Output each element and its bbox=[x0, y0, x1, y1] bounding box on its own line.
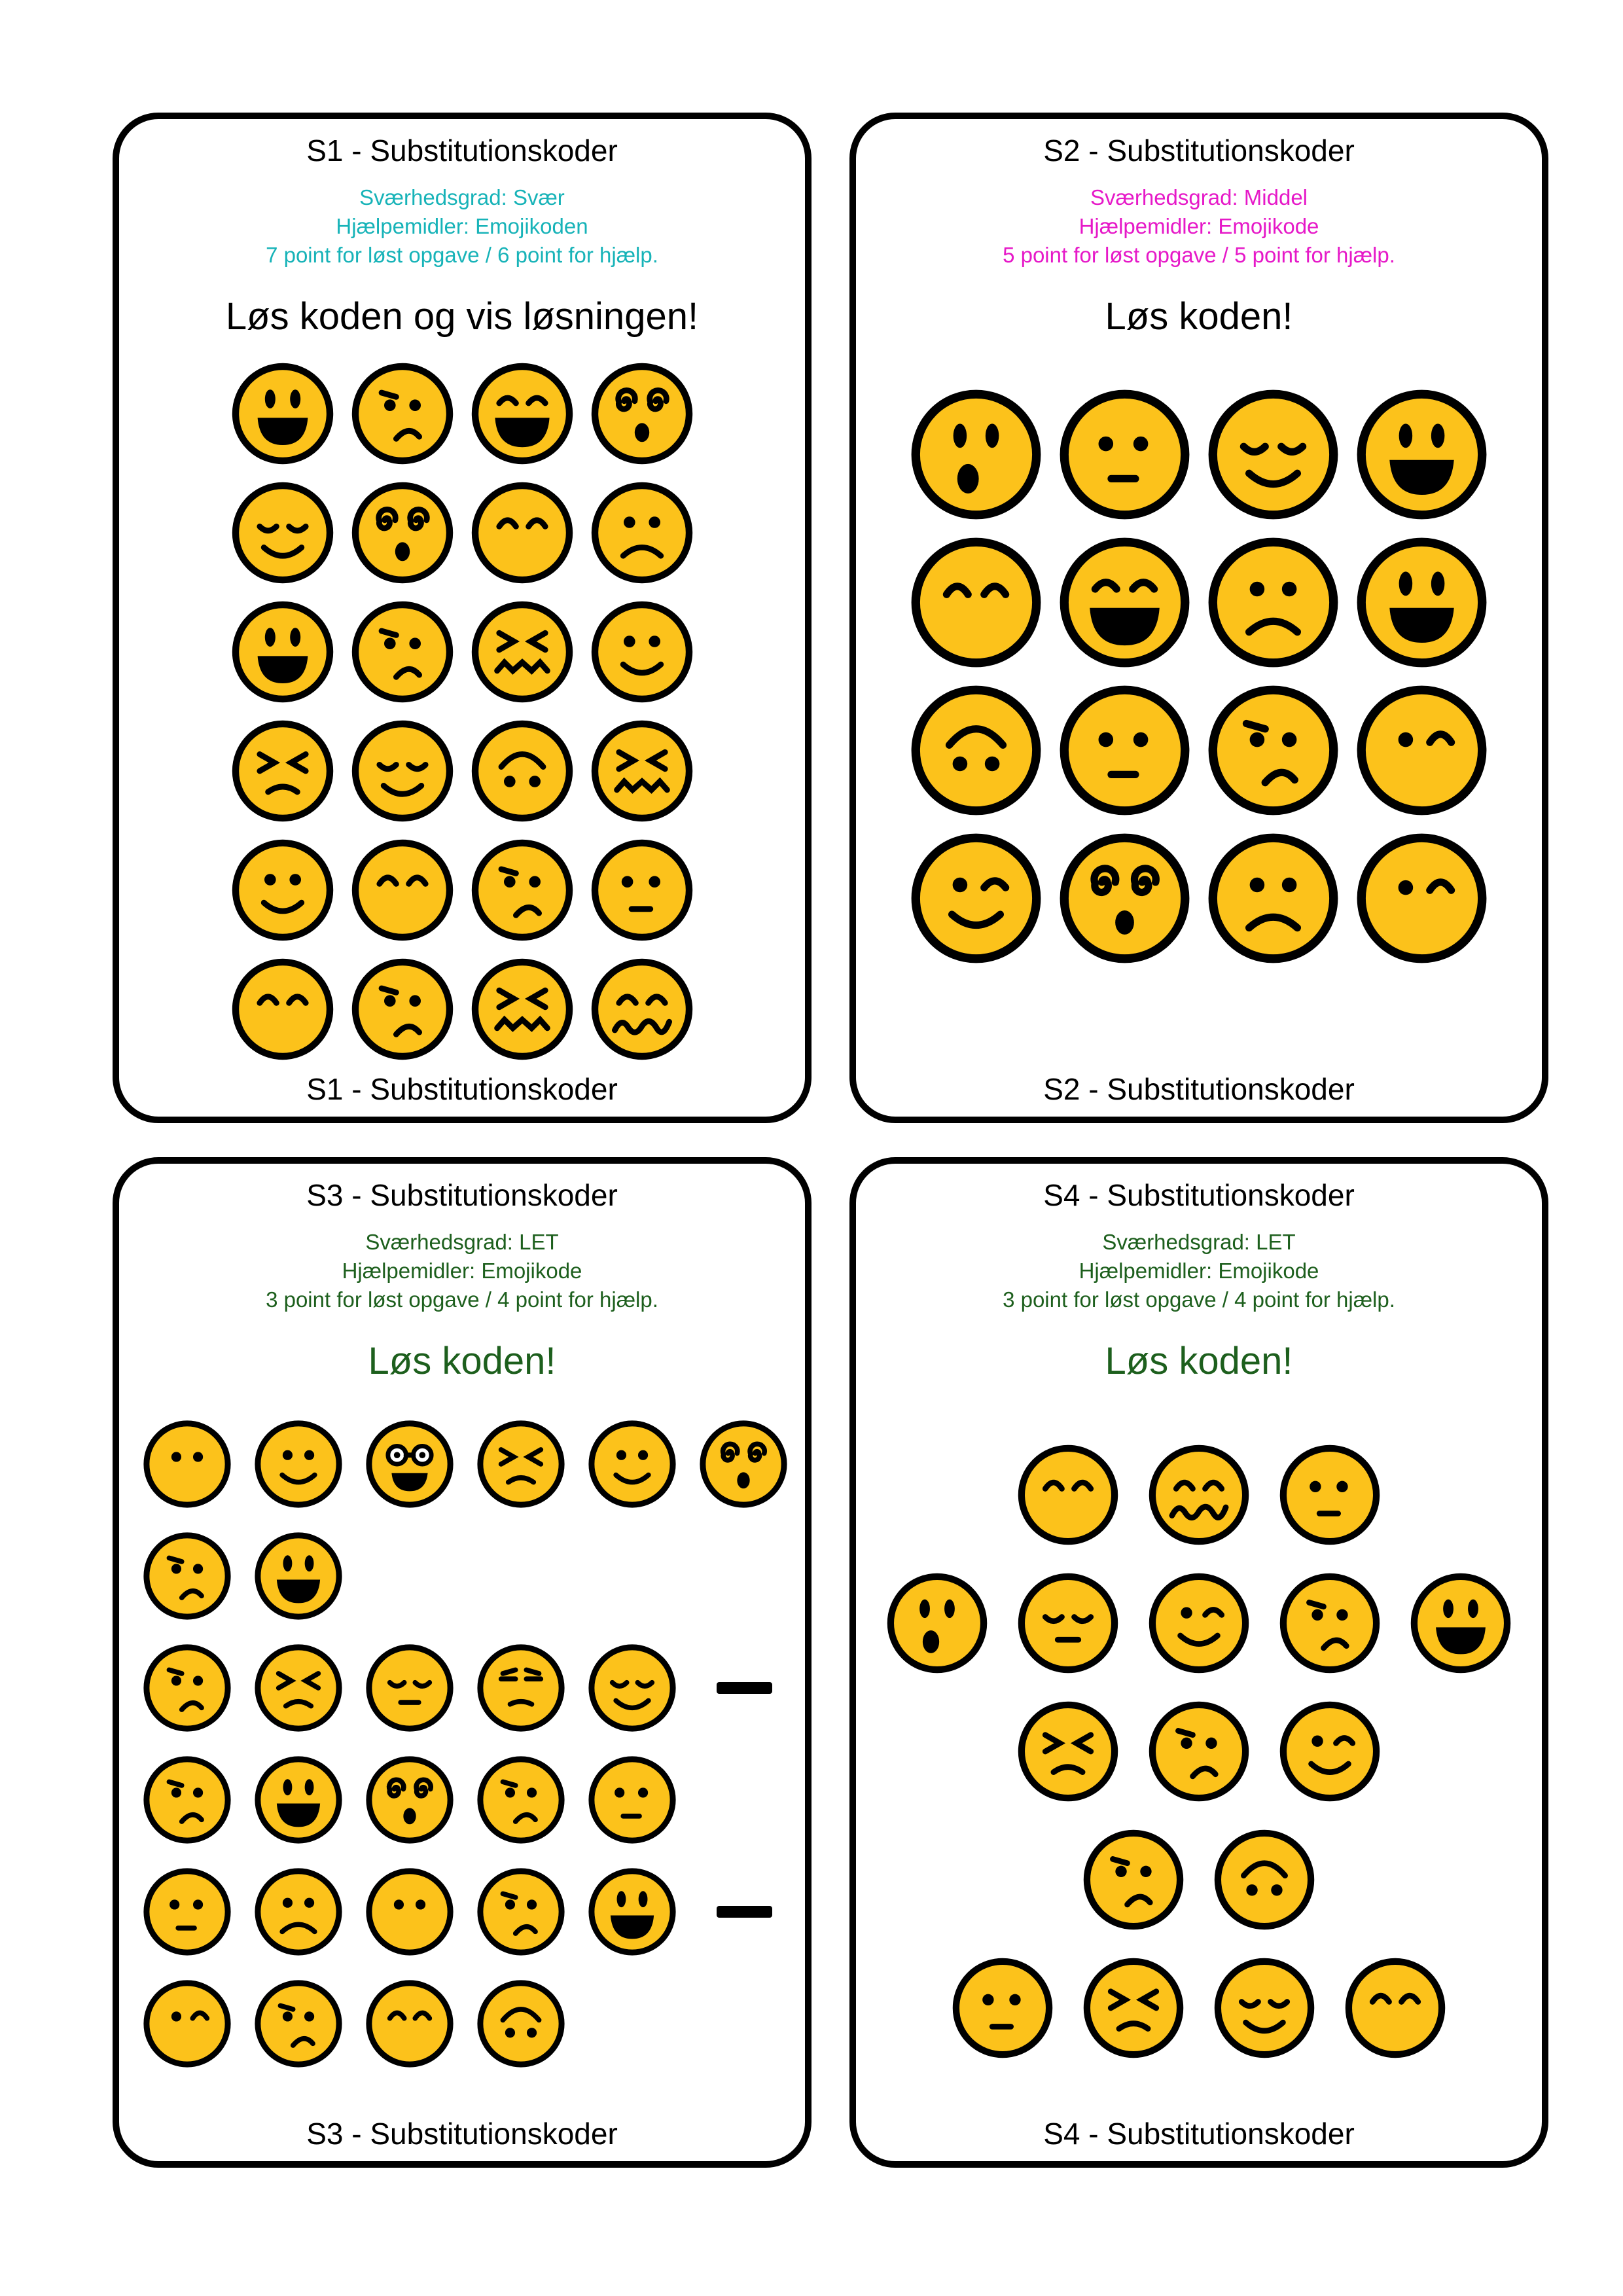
smile-emoji-icon bbox=[230, 838, 335, 942]
confused-emoji-icon bbox=[1082, 1828, 1185, 1931]
confused-emoji-icon bbox=[142, 1755, 232, 1845]
open-mouth-emoji-icon bbox=[885, 1571, 989, 1675]
dizzy-emoji-icon bbox=[590, 361, 694, 466]
persevere-emoji-icon bbox=[230, 719, 335, 823]
half-wink-emoji-icon bbox=[1355, 683, 1489, 817]
upside-down-emoji-icon bbox=[1213, 1828, 1316, 1931]
confused-emoji-icon bbox=[350, 361, 455, 466]
confused-emoji-icon bbox=[1278, 1571, 1382, 1675]
card-s4 bbox=[849, 1157, 1548, 2168]
relieved-emoji-icon bbox=[1206, 387, 1340, 522]
neutral-side-emoji-icon bbox=[1058, 683, 1192, 817]
wink-emoji-icon bbox=[909, 831, 1043, 965]
grin-emoji-icon bbox=[230, 361, 335, 466]
confused-emoji-icon bbox=[350, 957, 455, 1062]
card-title: S4 - Substitutionskoder bbox=[1043, 1178, 1355, 1212]
relieved-emoji-icon bbox=[1213, 1956, 1316, 2060]
wink-emoji-icon bbox=[1147, 1571, 1251, 1675]
neutral-side-emoji-icon bbox=[590, 838, 694, 942]
relieved-emoji-icon bbox=[350, 719, 455, 823]
difficulty-text: Sværhedsgrad: Middel bbox=[1090, 185, 1308, 209]
dash-mark bbox=[717, 1682, 773, 1694]
pensive-emoji-icon bbox=[1016, 1571, 1120, 1675]
card-s2 bbox=[849, 113, 1548, 1123]
card-s1 bbox=[113, 113, 812, 1123]
happy-closed-emoji-icon bbox=[470, 480, 575, 585]
unamused-emoji-icon bbox=[476, 1643, 566, 1733]
open-mouth-emoji-icon bbox=[909, 387, 1043, 522]
aids-text: Hjælpemidler: Emojikode bbox=[342, 1259, 582, 1283]
grin-emoji-icon bbox=[587, 1867, 677, 1957]
squint-grin-emoji-icon bbox=[470, 361, 575, 466]
pensive-emoji-icon bbox=[365, 1643, 455, 1733]
persevere-emoji-icon bbox=[253, 1643, 344, 1733]
wink-emoji-icon bbox=[1278, 1700, 1382, 1803]
emoji-grid bbox=[119, 119, 805, 1117]
points-text: 3 point for løst opgave / 4 point for hjælp. bbox=[266, 1287, 658, 1312]
grin-emoji-icon bbox=[253, 1755, 344, 1845]
confused-emoji-icon bbox=[476, 1867, 566, 1957]
confused-emoji-icon bbox=[142, 1643, 232, 1733]
confounded-emoji-icon bbox=[470, 600, 575, 704]
points-text: 3 point for løst opgave / 4 point for hjælp. bbox=[1003, 1287, 1395, 1312]
emoji-grid bbox=[856, 119, 1542, 1117]
aids-text: Hjælpemidler: Emojikode bbox=[1079, 1259, 1319, 1283]
aids-text: Hjælpemidler: Emojikoden bbox=[336, 214, 588, 238]
confused-emoji-icon bbox=[350, 600, 455, 704]
half-wink-emoji-icon bbox=[142, 1979, 232, 2069]
squint-grin-emoji-icon bbox=[1058, 535, 1192, 670]
relieved-emoji-icon bbox=[587, 1643, 677, 1733]
persevere-emoji-icon bbox=[1082, 1956, 1185, 2060]
dash-mark bbox=[717, 1906, 773, 1918]
neutral-side-emoji-icon bbox=[951, 1956, 1054, 2060]
difficulty-text: Sværhedsgrad: Svær bbox=[359, 185, 565, 209]
frown-emoji-icon bbox=[1206, 535, 1340, 670]
relieved-emoji-icon bbox=[230, 480, 335, 585]
difficulty-text: Sværhedsgrad: LET bbox=[365, 1230, 559, 1254]
card-title: S1 - Substitutionskoder bbox=[306, 134, 618, 168]
half-wink-emoji-icon bbox=[1355, 831, 1489, 965]
difficulty-text: Sværhedsgrad: LET bbox=[1102, 1230, 1296, 1254]
grin-emoji-icon bbox=[1355, 535, 1489, 670]
card-footer: S4 - Substitutionskoder bbox=[1043, 2117, 1355, 2151]
emoji-grid bbox=[119, 1164, 805, 2161]
grin-emoji-icon bbox=[230, 600, 335, 704]
neutral-side-emoji-icon bbox=[1058, 387, 1192, 522]
happy-closed-emoji-icon bbox=[365, 1979, 455, 2069]
neutral-side-emoji-icon bbox=[587, 1755, 677, 1845]
frown-emoji-icon bbox=[1206, 831, 1340, 965]
happy-closed-emoji-icon bbox=[909, 535, 1043, 670]
card-title: S3 - Substitutionskoder bbox=[306, 1178, 618, 1212]
confounded-emoji-icon bbox=[590, 719, 694, 823]
confused-emoji-icon bbox=[1147, 1700, 1251, 1803]
card-title: S2 - Substitutionskoder bbox=[1043, 134, 1355, 168]
emoji-grid bbox=[856, 1164, 1542, 2161]
card-footer: S2 - Substitutionskoder bbox=[1043, 1072, 1355, 1106]
neutral-side-emoji-icon bbox=[142, 1867, 232, 1957]
woozy-emoji-icon bbox=[1147, 1443, 1251, 1547]
happy-closed-emoji-icon bbox=[1016, 1443, 1120, 1547]
smile-emoji-icon bbox=[590, 600, 694, 704]
smile-emoji-icon bbox=[587, 1419, 677, 1509]
dizzy-emoji-icon bbox=[1058, 831, 1192, 965]
upside-down-emoji-icon bbox=[470, 719, 575, 823]
confounded-emoji-icon bbox=[470, 957, 575, 1062]
frown-emoji-icon bbox=[590, 480, 694, 585]
card-heading: Løs koden og vis løsningen! bbox=[225, 295, 699, 338]
dizzy-emoji-icon bbox=[698, 1419, 789, 1509]
card-s3 bbox=[113, 1157, 812, 2168]
smile-emoji-icon bbox=[253, 1419, 344, 1509]
card-footer: S1 - Substitutionskoder bbox=[306, 1072, 618, 1106]
happy-closed-emoji-icon bbox=[1344, 1956, 1447, 2060]
card-footer: S3 - Substitutionskoder bbox=[306, 2117, 618, 2151]
confused-emoji-icon bbox=[253, 1979, 344, 2069]
grin-emoji-icon bbox=[1409, 1571, 1512, 1675]
card-heading: Løs koden! bbox=[368, 1340, 556, 1382]
dizzy-emoji-icon bbox=[365, 1755, 455, 1845]
card-heading: Løs koden! bbox=[1105, 295, 1293, 338]
woozy-emoji-icon bbox=[590, 957, 694, 1062]
persevere-emoji-icon bbox=[476, 1419, 566, 1509]
happy-closed-emoji-icon bbox=[230, 957, 335, 1062]
blank-emoji-icon bbox=[365, 1867, 455, 1957]
nerd-emoji-icon bbox=[365, 1419, 455, 1509]
happy-closed-emoji-icon bbox=[350, 838, 455, 942]
upside-down-emoji-icon bbox=[909, 683, 1043, 817]
frown-emoji-icon bbox=[253, 1867, 344, 1957]
grin-emoji-icon bbox=[253, 1531, 344, 1621]
confused-emoji-icon bbox=[470, 838, 575, 942]
blank-emoji-icon bbox=[142, 1419, 232, 1509]
dizzy-emoji-icon bbox=[350, 480, 455, 585]
persevere-emoji-icon bbox=[1016, 1700, 1120, 1803]
points-text: 7 point for løst opgave / 6 point for hjælp. bbox=[266, 243, 658, 267]
points-text: 5 point for løst opgave / 5 point for hjælp. bbox=[1003, 243, 1395, 267]
upside-down-emoji-icon bbox=[476, 1979, 566, 2069]
confused-emoji-icon bbox=[142, 1531, 232, 1621]
confused-emoji-icon bbox=[476, 1755, 566, 1845]
card-heading: Løs koden! bbox=[1105, 1340, 1293, 1382]
confused-emoji-icon bbox=[1206, 683, 1340, 817]
aids-text: Hjælpemidler: Emojikode bbox=[1079, 214, 1319, 238]
grin-emoji-icon bbox=[1355, 387, 1489, 522]
neutral-side-emoji-icon bbox=[1278, 1443, 1382, 1547]
